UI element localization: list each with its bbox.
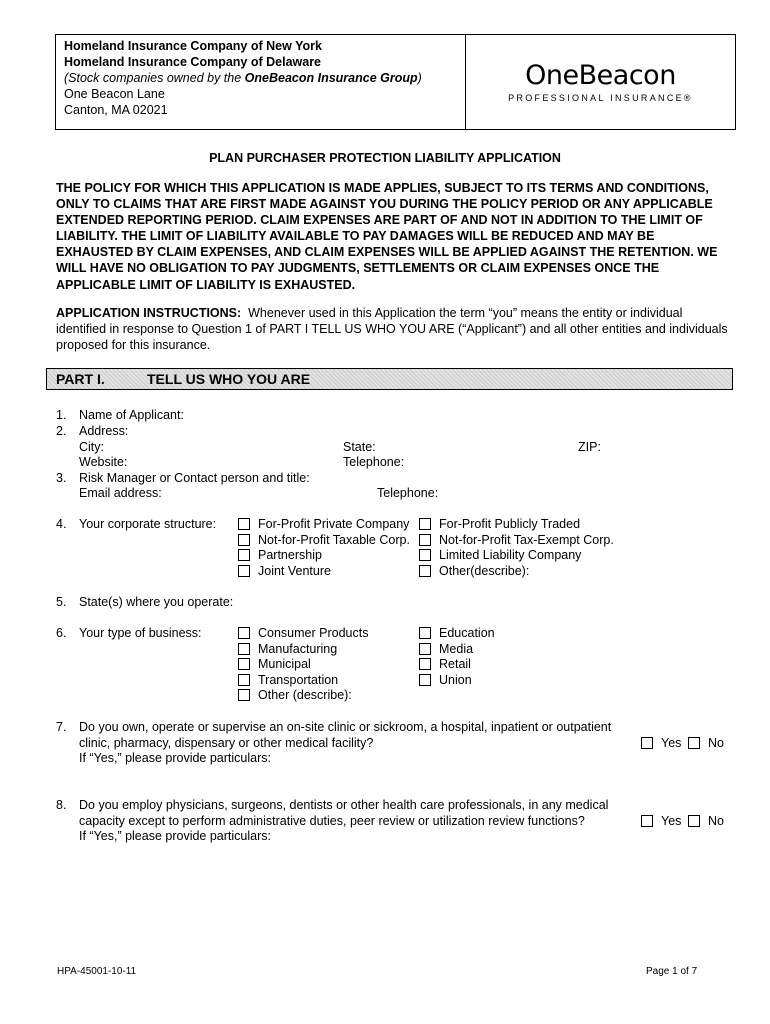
warning-line: EXTENDED REPORTING PERIOD. CLAIM EXPENSES ARE PART OF AND NOT IN ADDITION TO THE LIMIT OF: [56, 213, 703, 228]
checkbox[interactable]: [238, 518, 250, 530]
q6-number: 6.: [56, 626, 67, 640]
checkbox[interactable]: [238, 534, 250, 546]
q8-yes-option[interactable]: Yes: [641, 814, 681, 830]
q7-particulars-label[interactable]: If “Yes,” please provide particulars:: [79, 751, 271, 765]
warning-line: EXHAUSTED BY CLAIM EXPENSES, AND CLAIM EXPENSES WILL BE APPLIED AGAINST THE RETENTION. WE: [56, 245, 718, 260]
warning-line: APPLICABLE LIMIT OF LIABILITY IS EXHAUSTED.: [56, 277, 356, 292]
insurer-name-ny: Homeland Insurance Company of New York: [64, 39, 322, 53]
checkbox[interactable]: [238, 689, 250, 701]
checkbox-option[interactable]: Education: [419, 626, 495, 642]
q8-number: 8.: [56, 798, 67, 812]
page-number: Page 1 of 7: [646, 966, 698, 977]
checkbox-option[interactable]: Consumer Products: [238, 626, 368, 642]
website-label[interactable]: Website:: [79, 455, 128, 469]
checkbox-option[interactable]: Manufacturing: [238, 642, 368, 658]
q7-no-option[interactable]: No: [688, 736, 724, 752]
corporate-structure-label: Your corporate structure:: [79, 517, 217, 531]
instructions-label: APPLICATION INSTRUCTIONS:: [56, 306, 242, 320]
checkbox-option[interactable]: Partnership: [238, 548, 410, 564]
checkbox-option[interactable]: For-Profit Private Company: [238, 517, 410, 533]
q2-number: 2.: [56, 424, 67, 438]
checkbox-option[interactable]: Joint Venture: [238, 564, 410, 580]
part-number: PART I.: [56, 371, 105, 387]
name-of-applicant-label[interactable]: Name of Applicant:: [79, 408, 184, 422]
insurer-ownership: (Stock companies owned by the OneBeacon Insurance Group): [64, 71, 422, 85]
checkbox[interactable]: [419, 627, 431, 639]
q7-yes-option[interactable]: Yes: [641, 736, 681, 752]
checkbox[interactable]: [419, 534, 431, 546]
contact-person-label[interactable]: Risk Manager or Contact person and title:: [79, 471, 310, 485]
checkbox-option[interactable]: Municipal: [238, 657, 368, 673]
insurer-city: Canton, MA 02021: [64, 103, 168, 117]
business-type-options-col2: [419, 626, 495, 688]
checkbox-option[interactable]: Transportation: [238, 673, 368, 689]
checkbox-option[interactable]: Not-for-Profit Taxable Corp.: [238, 533, 410, 549]
checkbox[interactable]: [419, 549, 431, 561]
state-label[interactable]: State:: [343, 440, 376, 454]
checkbox[interactable]: [419, 658, 431, 670]
checkbox[interactable]: [688, 737, 700, 749]
checkbox[interactable]: [238, 674, 250, 686]
checkbox-option[interactable]: Limited Liability Company: [419, 548, 614, 564]
insurer-street: One Beacon Lane: [64, 87, 165, 101]
warning-line: WILL HAVE NO OBLIGATION TO PAY JUDGMENTS, SETTLEMENTS OR CLAIM EXPENSES ONCE THE: [56, 261, 660, 276]
checkbox[interactable]: [419, 643, 431, 655]
checkbox[interactable]: [688, 815, 700, 827]
q4-number: 4.: [56, 517, 67, 531]
checkbox-option[interactable]: Union: [419, 673, 495, 689]
q8-question-line1: Do you employ physicians, surgeons, dentists or other health care professionals, in any medical: [79, 798, 609, 812]
checkbox-option[interactable]: Other(describe):: [419, 564, 614, 580]
checkbox-option[interactable]: Media: [419, 642, 495, 658]
checkbox[interactable]: [419, 518, 431, 530]
checkbox[interactable]: [238, 549, 250, 561]
corporate-structure-options-col2: [419, 517, 614, 579]
telephone-label[interactable]: Telephone:: [343, 455, 405, 469]
q7-question-line2: clinic, pharmacy, dispensary or other medical facility?: [79, 736, 374, 750]
q8-particulars-label[interactable]: If “Yes,” please provide particulars:: [79, 829, 271, 843]
checkbox-option[interactable]: For-Profit Publicly Traded: [419, 517, 614, 533]
q7-question-line1: Do you own, operate or supervise an on-site clinic or sickroom, a hospital, inpatient or outpatient: [79, 720, 612, 734]
form-number: HPA-45001-10-11: [57, 966, 137, 977]
checkbox[interactable]: [419, 565, 431, 577]
q3-number: 3.: [56, 471, 67, 485]
checkbox[interactable]: [641, 815, 653, 827]
checkbox-option[interactable]: Not-for-Profit Tax-Exempt Corp.: [419, 533, 614, 549]
business-type-label: Your type of business:: [79, 626, 202, 640]
checkbox[interactable]: [238, 643, 250, 655]
q5-number: 5.: [56, 595, 67, 609]
checkbox-option[interactable]: Retail: [419, 657, 495, 673]
part-1-banner: [46, 368, 733, 390]
part-title: TELL US WHO YOU ARE: [147, 371, 311, 387]
onebeacon-logo: OneBeacon PROFESSIONAL INSURANCE®: [508, 60, 693, 103]
header-box: [55, 34, 736, 130]
contact-telephone-label[interactable]: Telephone:: [377, 486, 439, 500]
q7-number: 7.: [56, 720, 67, 734]
insurer-name-de: Homeland Insurance Company of Delaware: [64, 55, 322, 69]
form-title: PLAN PURCHASER PROTECTION LIABILITY APPLICATION: [209, 151, 561, 165]
email-label[interactable]: Email address:: [79, 486, 162, 500]
corporate-structure-options-col1: [238, 517, 410, 579]
warning-line: LIABILITY. THE LIMIT OF LIABILITY AVAILABLE TO PAY DAMAGES WILL BE REDUCED AND MAY BE: [56, 229, 655, 244]
application-instructions: APPLICATION INSTRUCTIONS: Whenever used in this Application the term “you” means the entity or individual identified in response to Question 1 of PART I TELL US WHO YOU ARE (“Applicant”) and all other entities and individuals proposed for this insurance.: [56, 306, 728, 352]
checkbox[interactable]: [238, 565, 250, 577]
checkbox[interactable]: [238, 658, 250, 670]
warning-line: ONLY TO CLAIMS THAT ARE FIRST MADE AGAINST YOU DURING THE POLICY PERIOD OR ANY APPLICABLE: [56, 197, 713, 212]
q8-no-option[interactable]: No: [688, 814, 724, 830]
q8-question-line2: capacity except to perform administrative duties, peer review or utilization review functions?: [79, 814, 585, 828]
q1-number: 1.: [56, 408, 67, 422]
checkbox[interactable]: [419, 674, 431, 686]
business-type-options-col1: [238, 626, 368, 704]
checkbox[interactable]: [641, 737, 653, 749]
insurer-info: [56, 35, 466, 129]
checkbox[interactable]: [238, 627, 250, 639]
city-label[interactable]: City:: [79, 440, 104, 454]
warning-line: THE POLICY FOR WHICH THIS APPLICATION IS MADE APPLIES, SUBJECT TO ITS TERMS AND CONDITIONS,: [56, 181, 709, 195]
address-label[interactable]: Address:: [79, 424, 129, 438]
checkbox-option[interactable]: Other (describe):: [238, 688, 368, 704]
policy-warning: [56, 180, 740, 293]
states-operate-label[interactable]: State(s) where you operate:: [79, 595, 234, 609]
zip-label[interactable]: ZIP:: [578, 440, 601, 454]
